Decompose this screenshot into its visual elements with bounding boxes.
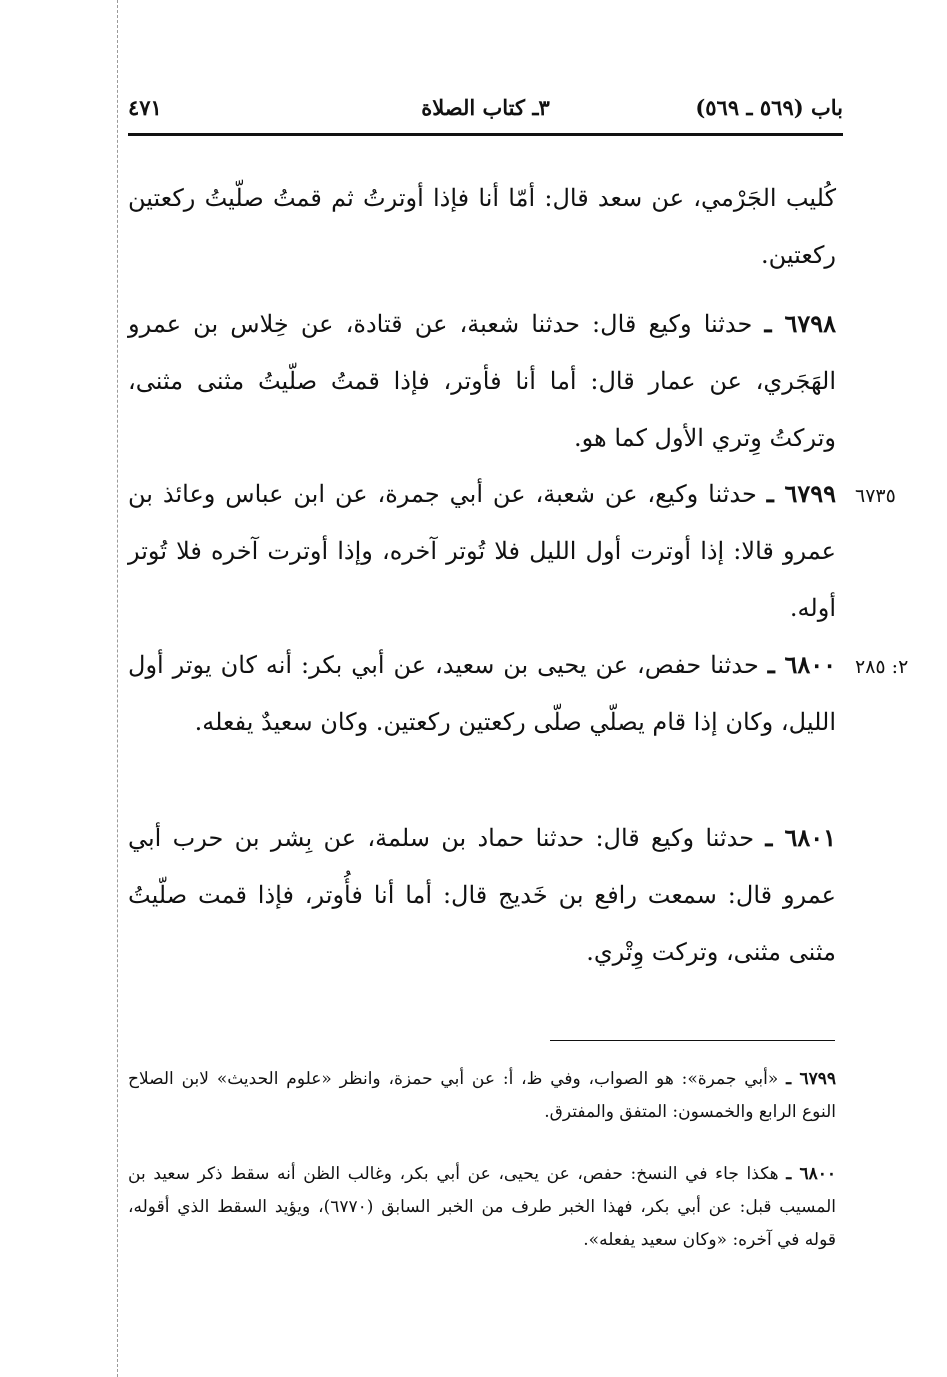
hadith-number: ٦٨٠١ ـ <box>765 823 836 852</box>
footnote-6799 <box>128 1063 836 1129</box>
paragraph-text: كُليب الجَرْمي، عن سعد قال: أمّا أنا فإذا أوترتُ ثم قمتُ صلّيتُ ركعتين ركعتين. <box>128 184 836 269</box>
scan-page-edge <box>117 0 118 1377</box>
margin-cross-reference: ٦٧٣٥ <box>855 485 896 507</box>
hadith-number: ٦٧٩٨ ـ <box>764 309 837 338</box>
paragraph-continuation <box>128 170 836 284</box>
hadith-number: ٦٨٠٠ ـ <box>767 650 837 679</box>
hadith-text: حدثنا حفص، عن يحيى بن سعيد، عن أبي بكر: أنه كان يوتر أول الليل، وكان إذا قام يصلّي صلّى ركعتين ركعتين. وكان سعيدٌ يفعله. <box>128 651 836 736</box>
footnote-text: هكذا جاء في النسخ: حفص، عن يحيى، عن أبي بكر، وغالب الظن أنه سقط ذكر سعيد بن المسيب قبل: عن أبي بكر، فهذا الخبر طرف من الخبر السابق (٦٧٧٠)، ويؤيد السقط الذي أقوله، قوله في آخره: «وكان سعيد يفعله». <box>128 1164 837 1250</box>
footnote-number: ٦٧٩٩ ـ <box>786 1069 837 1089</box>
margin-cross-reference: ٢: ٢٨٥ <box>855 656 909 678</box>
book-page <box>120 0 947 1377</box>
footnote-text: «أبي جمرة»: هو الصواب، وفي ظ، أ: عن أبي حمزة، وانظر «علوم الحديث» لابن الصلاح النوع الرابع والخمسون: المتفق والمفترق. <box>128 1069 836 1122</box>
footnote-6800 <box>128 1158 836 1257</box>
hadith-text: حدثنا وكيع قال: حدثنا حماد بن سلمة، عن بِشر بن حرب أبي عمرو قال: سمعت رافع بن خَديج قال: أما أنا فأُوتر، فإذا قمت صلّيتُ مثنى مثنى، وتركت وِتْري. <box>128 824 836 966</box>
hadith-number: ٦٧٩٩ ـ <box>766 479 836 508</box>
page-number: ٤٧١ <box>128 95 162 120</box>
hadith-6799 <box>128 465 836 637</box>
header-rule <box>128 133 843 136</box>
footnote-rule <box>550 1040 835 1041</box>
hadith-text: حدثنا وكيع قال: حدثنا شعبة، عن قتادة، عن خِلاس بن عمرو الهَجَري، عن عمار قال: أما أنا فأوتر، فإذا قمتُ صلّيتُ مثنى مثنى، وتركتُ وِتري الأول كما هو. <box>128 310 836 452</box>
chapter-title: باب (٥٦٩ ـ ٥٦٩) <box>695 95 843 120</box>
hadith-6800 <box>128 636 836 751</box>
hadith-6801 <box>128 809 836 981</box>
footnote-number: ٦٨٠٠ ـ <box>786 1164 836 1184</box>
hadith-text: حدثنا وكيع، عن شعبة، عن أبي جمرة، عن ابن عباس وعائذ بن عمرو قالا: إذا أوترت أول الليل فلا تُوتر آخره، وإذا أوترت آخره فلا تُوتر أوله. <box>128 480 836 622</box>
book-title: ٣ـ كتاب الصلاة <box>421 95 550 120</box>
running-header <box>128 88 843 128</box>
hadith-6798 <box>128 295 836 467</box>
